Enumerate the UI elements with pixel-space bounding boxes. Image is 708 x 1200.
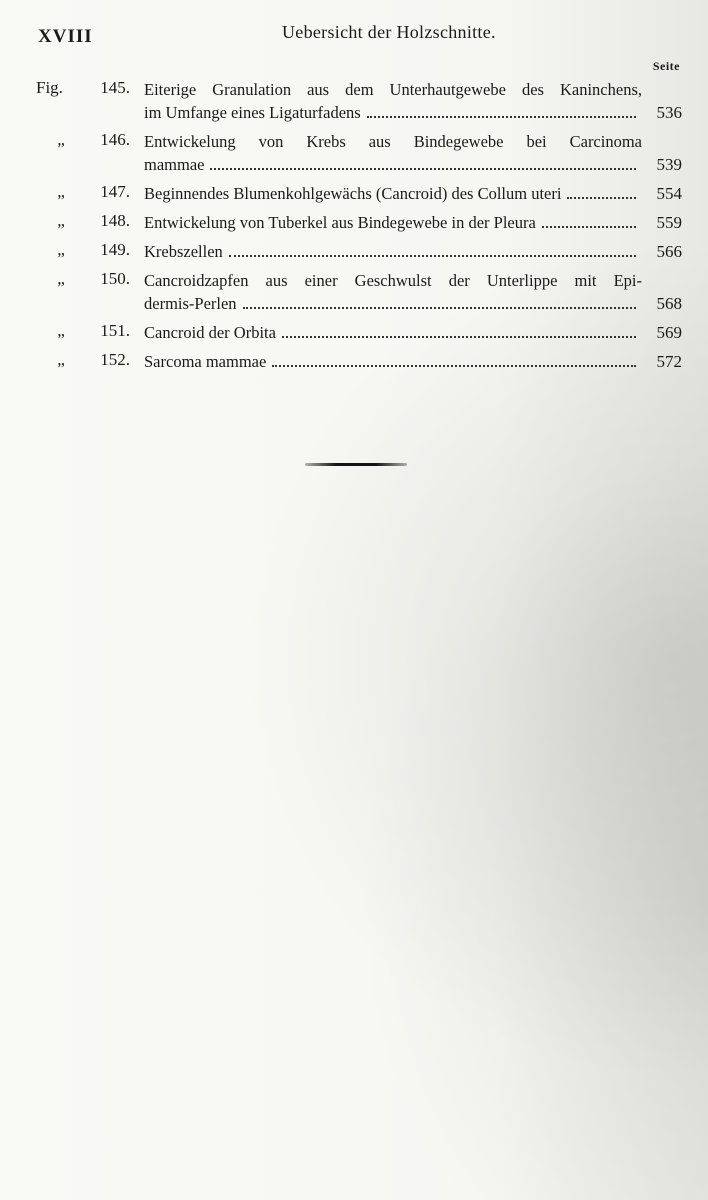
fig-number: 149.	[100, 240, 130, 259]
page-number: XVIII	[38, 26, 93, 47]
page-reference: 559	[656, 213, 682, 232]
description-line: Sarcoma mammae	[144, 352, 267, 371]
page-header	[38, 22, 678, 52]
fig-description	[144, 130, 642, 176]
fig-description	[144, 269, 642, 315]
dot-leader	[229, 254, 636, 257]
section-divider	[305, 463, 407, 466]
ditto-mark: „	[57, 350, 65, 369]
list-item	[36, 240, 682, 263]
ditto-mark: „	[57, 130, 65, 149]
description-line: Cancroid der Orbita	[144, 323, 276, 342]
ditto-mark: „	[57, 182, 65, 201]
fig-description	[144, 78, 642, 124]
description-line: Entwickelung von Tuberkel aus Bindegewebe in der Pleura	[144, 213, 536, 232]
dot-leader	[542, 225, 636, 228]
page-reference: 566	[656, 242, 682, 261]
dot-leader	[210, 167, 636, 170]
running-title: Uebersicht der Holzschnitte.	[282, 22, 496, 42]
list-item	[36, 269, 682, 315]
fig-description	[144, 240, 642, 263]
dot-leader	[282, 335, 636, 338]
fig-description	[144, 182, 642, 205]
figure-list	[36, 78, 682, 379]
dot-leader	[272, 364, 636, 367]
ditto-mark: „	[57, 269, 65, 288]
dot-leader	[567, 196, 636, 199]
list-item	[36, 350, 682, 373]
page-reference: 568	[656, 294, 682, 313]
fig-number: 150.	[100, 269, 130, 288]
description-line: mammae	[144, 155, 205, 174]
description-line: dermis-Perlen	[144, 294, 237, 313]
description-line: Entwickelung von Krebs aus Bindegewebe bei Carcinoma	[144, 132, 642, 151]
list-item	[36, 321, 682, 344]
page-reference: 569	[656, 323, 682, 342]
description-line: Krebszellen	[144, 242, 223, 261]
fig-description	[144, 350, 642, 373]
fig-number: 147.	[100, 182, 130, 201]
dot-leader	[243, 306, 636, 309]
page-reference: 554	[656, 184, 682, 203]
fig-number: 152.	[100, 350, 130, 369]
ditto-mark: „	[57, 240, 65, 259]
fig-number: 148.	[100, 211, 130, 230]
fig-prefix: Fig.	[36, 78, 63, 97]
fig-number: 145.	[100, 78, 130, 97]
list-item	[36, 78, 682, 124]
fig-number: 151.	[100, 321, 130, 340]
description-line: Beginnendes Blumenkohlgewächs (Cancroid) des Collum uteri	[144, 184, 562, 203]
page-reference: 539	[656, 155, 682, 174]
fig-description	[144, 321, 642, 344]
page-reference: 536	[656, 103, 682, 122]
dot-leader	[367, 115, 636, 118]
fig-number: 146.	[100, 130, 130, 149]
description-line: Eiterige Granulation aus dem Unterhautgewebe des Kaninchens,	[144, 80, 642, 99]
list-item	[36, 182, 682, 205]
ditto-mark: „	[57, 211, 65, 230]
page-reference: 572	[656, 352, 682, 371]
list-item	[36, 130, 682, 176]
list-item	[36, 211, 682, 234]
fig-description	[144, 211, 642, 234]
ditto-mark: „	[57, 321, 65, 340]
description-line: Cancroidzapfen aus einer Geschwulst der Unterlippe mit Epi-	[144, 271, 642, 290]
page-column-label: Seite	[652, 59, 680, 73]
description-line: im Umfange eines Ligaturfadens	[144, 103, 361, 122]
